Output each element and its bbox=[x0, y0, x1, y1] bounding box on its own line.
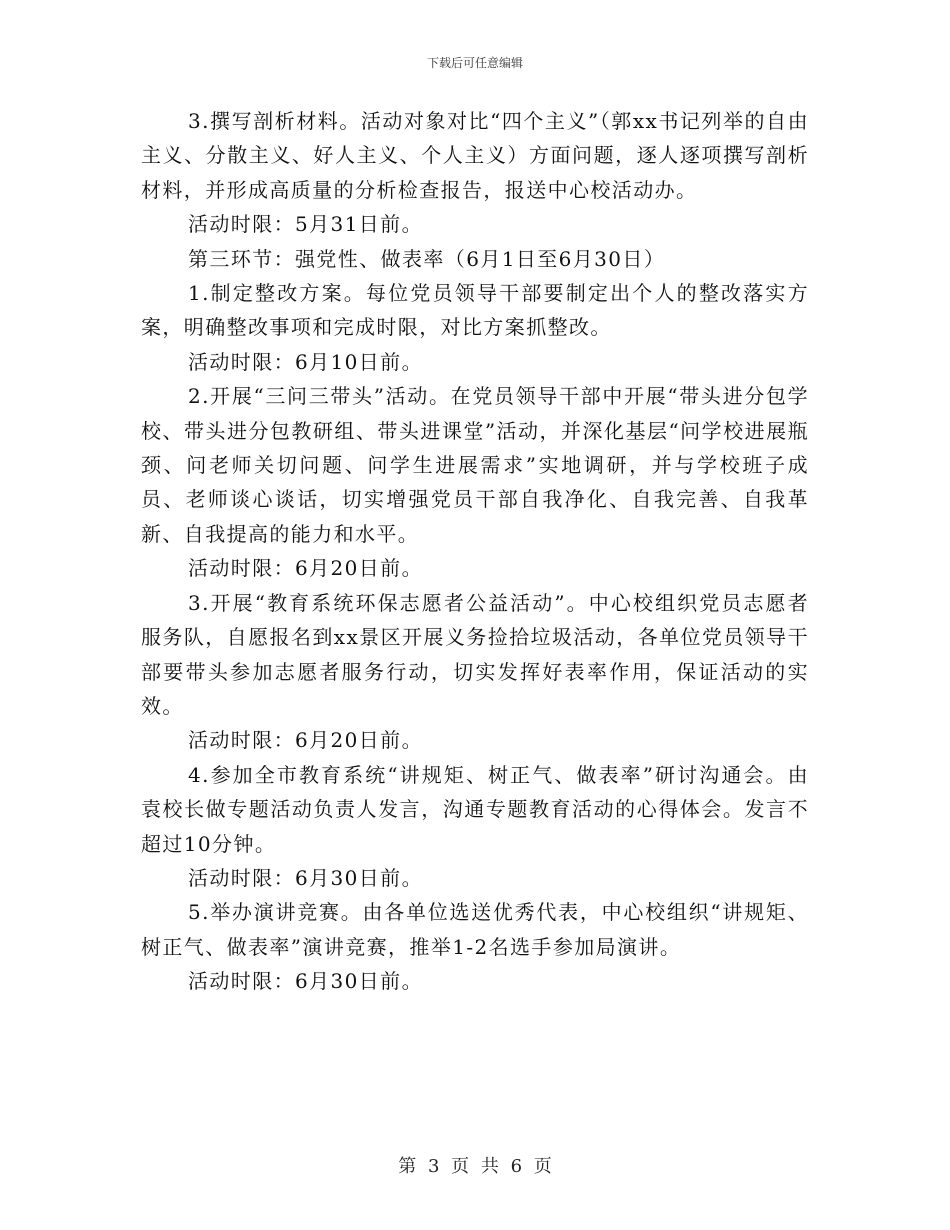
paragraph: 活动时限：6月30日前。 bbox=[188, 865, 423, 890]
paragraph: 5.举办演讲竞赛。由各单位选送优秀代表，中心校组织“讲规矩、树正气、做表率”演讲竞赛，推举1-2名选手参加局演讲。 bbox=[141, 900, 809, 959]
paragraph: 活动时限：6月20日前。 bbox=[188, 556, 423, 581]
paragraph: 活动时限：6月30日前。 bbox=[188, 969, 423, 994]
paragraph: 活动时限：5月31日前。 bbox=[188, 212, 423, 237]
paragraph: 3.撰写剖析材料。活动对象对比“四个主义”（郭xx书记列举的自由主义、分散主义、好人主义、个人主义）方面问题，逐人逐项撰写剖析材料，并形成高质量的分析检查报告，报送中心校活动办。 bbox=[141, 109, 809, 202]
paragraph: 1.制定整改方案。每位党员领导干部要制定出个人的整改落实方案，明确整改事项和完成时限，对比方案抓整改。 bbox=[141, 281, 809, 340]
paragraph: 活动时限：6月20日前。 bbox=[188, 728, 423, 753]
paragraph: 3.开展“教育系统环保志愿者公益活动”。中心校组织党员志愿者服务队，自愿报名到xx景区开展义务捡拾垃圾活动，各单位党员领导干部要带头参加志愿者服务行动，切实发挥好表率作用，保证活动的实效。 bbox=[141, 590, 809, 718]
paragraph: 活动时限：6月10日前。 bbox=[188, 349, 423, 374]
page-number-footer: 第 3 页 共 6 页 bbox=[398, 1156, 552, 1177]
paragraph: 2.开展“三问三带头”活动。在党员领导干部中开展“带头进分包学校、带头进分包教研组、带头进课堂”活动，并深化基层“问学校进展瓶颈、问老师关切问题、问学生进展需求”实地调研，并与学校班子成员、老师谈心谈话，切实增强党员干部自我净化、自我完善、自我革新、自我提高的能力和水平。 bbox=[141, 384, 809, 546]
paragraph: 第三环节：强党性、做表率（6月1日至6月30日） bbox=[188, 246, 666, 271]
document-body bbox=[141, 104, 809, 999]
header-note: 下载后可任意编辑 bbox=[426, 56, 523, 70]
paragraph: 4.参加全市教育系统“讲规矩、树正气、做表率”研讨沟通会。由袁校长做专题活动负责人发言，沟通专题教育活动的心得体会。发言不超过10分钟。 bbox=[141, 762, 809, 856]
